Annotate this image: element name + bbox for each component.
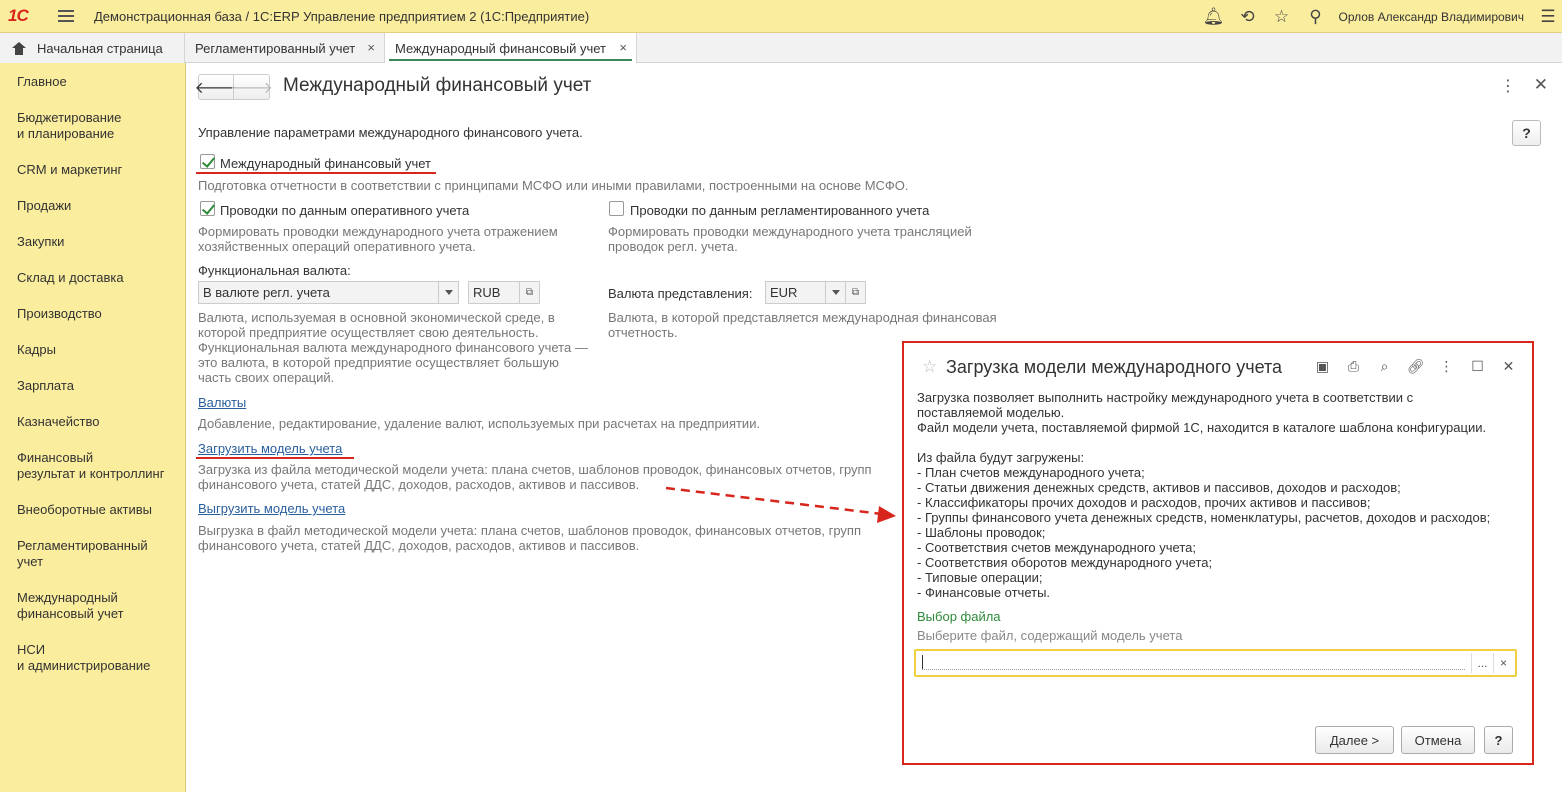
tab-home[interactable]	[0, 33, 185, 63]
dialog-list-item: - Классификаторы прочих доходов и расходов, прочих активов и пассивов;	[917, 495, 1371, 510]
file-path-value	[922, 669, 1465, 670]
sidebar	[0, 63, 186, 792]
export-model-desc: финансового учета, статей ДДС, доходов, расходов, активов и пассивов.	[198, 538, 640, 553]
dialog-text-line: Загрузка позволяет выполнить настройку международного учета в соответствии с	[917, 390, 1414, 405]
sidebar-item-fixed-assets[interactable]: Внеоборотные активы	[17, 502, 153, 517]
sidebar-item-regulated[interactable]: Регламентированный учет	[17, 538, 148, 569]
link-icon[interactable]: 🔗︎	[1406, 357, 1425, 374]
file-section-heading: Выбор файла	[917, 609, 1001, 624]
search-icon[interactable]: ⚲	[1309, 6, 1322, 26]
func-currency-desc: Функциональная валюта международного финансового учета —	[198, 340, 588, 355]
file-path-input[interactable]	[914, 649, 1517, 677]
sidebar-item-financial-result[interactable]: Финансовый результат и контроллинг	[17, 450, 165, 481]
tab-label: Международный финансовый учет	[395, 41, 606, 56]
mfu-checkbox[interactable]	[200, 154, 215, 169]
app-logo: 1С	[8, 6, 28, 25]
pres-currency-desc: отчетность.	[608, 325, 678, 340]
sidebar-item-salary[interactable]: Зарплата	[17, 378, 74, 393]
maximize-icon[interactable]: ☐	[1471, 357, 1484, 374]
func-currency-label: Функциональная валюта:	[198, 263, 351, 278]
func-currency-value: RUB	[473, 285, 501, 300]
dialog-list-item: - Шаблоны проводок;	[917, 525, 1046, 540]
reg-description: проводок регл. учета.	[608, 239, 738, 254]
dialog-text-line: поставляемой моделью.	[917, 405, 1065, 420]
sidebar-item-warehouse[interactable]: Склад и доставка	[17, 270, 124, 285]
forward-arrow-icon[interactable]: 🡒	[230, 79, 273, 97]
func-currency-desc: часть своих операций.	[198, 370, 335, 385]
func-currency-field[interactable]	[468, 281, 540, 304]
func-currency-desc: Валюта, используемая в основной экономической среде, в	[198, 310, 555, 325]
menu-icon[interactable]	[58, 10, 74, 22]
dialog-list-item: - Финансовые отчеты.	[917, 585, 1051, 600]
sidebar-item-international[interactable]: Международный финансовый учет	[17, 590, 124, 621]
sidebar-item-crm[interactable]: CRM и маркетинг	[17, 162, 123, 177]
export-model-link[interactable]: Выгрузить модель учета	[198, 501, 346, 516]
tab-regulated-accounting[interactable]	[185, 33, 385, 63]
dialog-list-item: - Соответствия счетов международного учета;	[917, 540, 1196, 555]
more-vertical-icon[interactable]: ⋮	[1439, 357, 1454, 374]
dialog-list-item: - Статьи движения денежных средств, активов и пассивов, доходов и расходов;	[917, 480, 1401, 495]
preview-icon[interactable]: ⌕	[1380, 357, 1389, 374]
func-currency-mode-value: В валюте регл. учета	[203, 285, 330, 300]
oper-checkbox[interactable]	[200, 201, 215, 216]
back-arrow-icon[interactable]: 🡐	[199, 75, 234, 99]
load-model-dialog	[902, 341, 1534, 765]
dialog-list-item: - Типовые операции;	[917, 570, 1043, 585]
user-name[interactable]: Орлов Александр Владимирович	[1338, 9, 1524, 24]
close-icon[interactable]: ×	[367, 40, 375, 55]
sidebar-item-budgeting[interactable]: Бюджетирование и планирование	[17, 110, 122, 141]
sidebar-item-production[interactable]: Производство	[17, 306, 102, 321]
pres-currency-field[interactable]	[765, 281, 866, 304]
open-icon[interactable]: ⧉	[519, 282, 539, 303]
func-currency-mode-select[interactable]	[198, 281, 459, 304]
bell-icon[interactable]: 🔔︎	[1202, 6, 1225, 26]
print-icon[interactable]: ⎙	[1347, 357, 1360, 374]
currencies-link[interactable]: Валюты	[198, 395, 247, 410]
window-menu-icon[interactable]: ☰	[1540, 6, 1556, 26]
close-icon[interactable]: ✕	[1533, 75, 1548, 94]
home-icon	[12, 42, 26, 55]
func-currency-desc: которой предприятие осуществляет свою деятельность.	[198, 325, 539, 340]
tab-label: Регламентированный учет	[195, 40, 356, 56]
cancel-button[interactable]: Отмена	[1401, 726, 1475, 754]
highlight-underline	[196, 172, 436, 174]
callout-arrow	[660, 482, 900, 542]
mfu-description: Подготовка отчетности в соответствии с принципами МСФО или иными правилами, построенными на основе МСФО.	[198, 178, 909, 193]
dialog-list-item: - План счетов международного учета;	[917, 465, 1145, 480]
reg-checkbox-label[interactable]: Проводки по данным регламентированного учета	[630, 203, 930, 218]
tab-label: Начальная страница	[37, 40, 163, 56]
sidebar-item-purchases[interactable]: Закупки	[17, 234, 65, 249]
help-button[interactable]: ?	[1512, 120, 1541, 146]
next-button[interactable]: Далее >	[1315, 726, 1394, 754]
nav-buttons	[194, 74, 273, 100]
close-icon[interactable]: ×	[619, 40, 627, 55]
mfu-checkbox-label[interactable]: Международный финансовый учет	[220, 156, 431, 171]
pres-currency-value: EUR	[770, 285, 798, 300]
currencies-desc: Добавление, редактирование, удаление валют, используемых при расчетах на предприятии.	[198, 416, 761, 431]
dialog-text-line: Из файла будут загружены:	[917, 450, 1085, 465]
export-model-desc: Выгрузка в файл методической модели учета: плана счетов, шаблонов проводок, финансовых отчетов, групп	[198, 523, 861, 538]
open-icon[interactable]: ⧉	[845, 282, 865, 303]
file-hint: Выберите файл, содержащий модель учета	[917, 628, 1183, 643]
sidebar-item-hr[interactable]: Кадры	[17, 342, 56, 357]
clear-icon[interactable]: ×	[1493, 653, 1513, 673]
star-icon[interactable]: ☆	[1273, 6, 1290, 26]
page-title: Международный финансовый учет	[283, 75, 592, 96]
title-bar	[0, 0, 1562, 33]
load-model-desc: финансового учета, статей ДДС, доходов, расходов, активов и пассивов.	[198, 477, 640, 492]
dialog-list-item: - Соответствия оборотов международного учета;	[917, 555, 1213, 570]
tab-bar	[0, 33, 1562, 63]
pres-currency-label: Валюта представления:	[608, 286, 753, 301]
dialog-list-item: - Группы финансового учета денежных средств, номенклатуры, расчетов, доходов и расходов;	[917, 510, 1491, 525]
sidebar-item-main[interactable]: Главное	[17, 74, 67, 89]
select-file-button[interactable]: ...	[1471, 653, 1493, 673]
window-title: Демонстрационная база / 1С:ERP Управление предприятием 2 (1С:Предприятие)	[94, 8, 590, 24]
chevron-down-icon[interactable]	[825, 282, 845, 303]
load-model-link[interactable]: Загрузить модель учета	[198, 441, 343, 456]
reg-description: Формировать проводки международного учета трансляцией	[608, 224, 972, 239]
chevron-down-icon[interactable]	[438, 282, 458, 303]
more-vertical-icon[interactable]: ⋮	[1500, 78, 1516, 95]
intro-text: Управление параметрами международного финансового учета.	[198, 125, 583, 140]
text-caret	[922, 655, 923, 670]
oper-checkbox-label[interactable]: Проводки по данным оперативного учета	[220, 203, 470, 218]
sidebar-item-sales[interactable]: Продажи	[17, 198, 72, 213]
sidebar-item-nsi[interactable]: НСИ и администрирование	[17, 642, 151, 673]
history-icon[interactable]: ⟲	[1240, 6, 1255, 26]
dialog-title: Загрузка модели международного учета	[946, 357, 1283, 377]
tab-international-accounting[interactable]	[385, 33, 637, 64]
save-icon[interactable]: ▣	[1315, 357, 1330, 374]
help-button[interactable]: ?	[1484, 726, 1513, 754]
pres-currency-desc: Валюта, в которой представляется международная финансовая	[608, 310, 997, 325]
func-currency-desc: это валюта, в которой предприятие осуществляет большую	[198, 355, 559, 370]
highlight-underline	[196, 457, 354, 459]
favorite-star-icon[interactable]: ☆	[922, 357, 938, 376]
oper-description: Формировать проводки международного учета отражением	[198, 224, 558, 239]
close-icon[interactable]: ✕	[1502, 357, 1515, 374]
dialog-text-line: Файл модели учета, поставляемой фирмой 1С, находится в каталоге шаблона конфигурации.	[917, 420, 1487, 435]
reg-checkbox[interactable]	[609, 201, 624, 216]
sidebar-item-treasury[interactable]: Казначейство	[17, 414, 100, 429]
oper-description: хозяйственных операций оперативного учета.	[198, 239, 476, 254]
load-model-desc: Загрузка из файла методической модели учета: плана счетов, шаблонов проводок, финансовых отчетов, групп	[198, 462, 872, 477]
